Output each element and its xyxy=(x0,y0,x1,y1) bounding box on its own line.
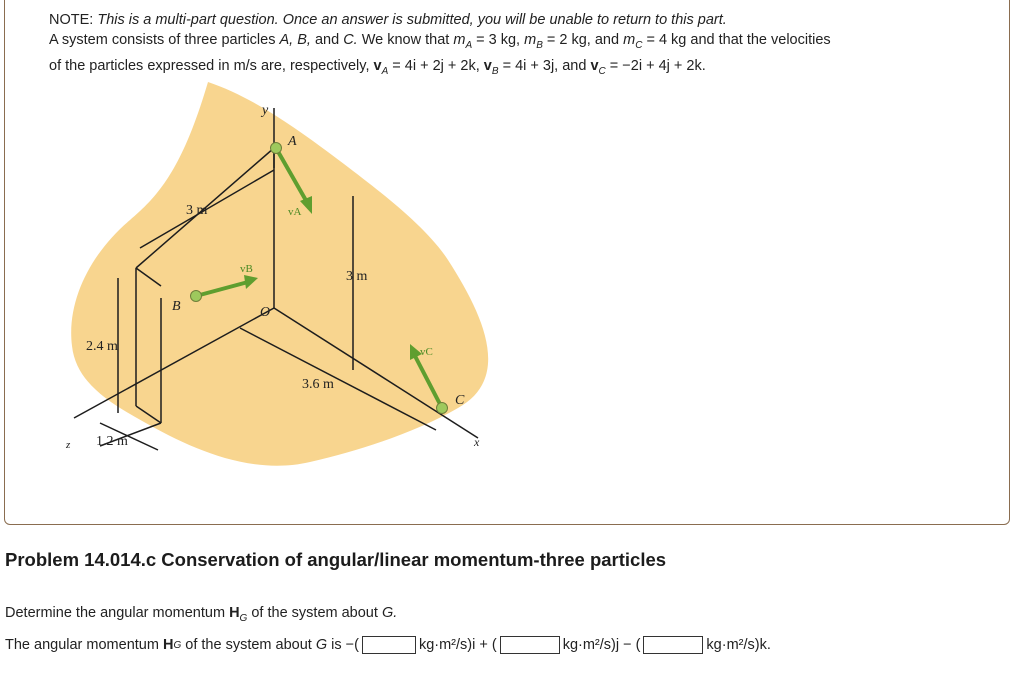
label-c: C xyxy=(455,393,465,408)
velocity-intro: of the particles expressed in m/s are, respectively, xyxy=(49,57,370,74)
mass-b-value: = 2 kg, and xyxy=(546,32,620,48)
q2-text-d: is −( xyxy=(331,637,359,653)
q1-text-b: of the system about xyxy=(251,605,378,621)
mass-a-value: = 3 kg, xyxy=(476,32,521,48)
mass-b-symbol: m xyxy=(524,32,537,48)
q2-h-symbol: H xyxy=(162,637,174,653)
figure-svg xyxy=(60,78,520,478)
unit-j-text: kg·m²/s)j − ( xyxy=(562,637,641,653)
answer-input-i[interactable] xyxy=(362,636,416,654)
particles-text: A, B, xyxy=(279,32,311,48)
particle-b xyxy=(191,291,202,302)
velocity-c-symbol: v xyxy=(590,57,599,74)
system-text: A system consists of three particles xyxy=(49,32,276,48)
particle-a xyxy=(271,143,282,154)
label-3m-right: 3 m xyxy=(346,269,368,284)
velocity-c-sub: C xyxy=(598,65,606,77)
velocity-b-symbol: v xyxy=(483,57,492,74)
problem-statement xyxy=(49,10,979,82)
label-y: y xyxy=(262,103,269,118)
and-text: and xyxy=(314,32,340,48)
note-prefix: NOTE: xyxy=(49,12,94,28)
velocity-a-symbol: v xyxy=(373,57,382,74)
particle-c xyxy=(437,403,448,414)
unit-i-text: kg·m²/s)i + ( xyxy=(418,637,497,653)
mass-c-sub: C xyxy=(635,39,643,51)
label-va: vA xyxy=(288,206,302,218)
label-b: B xyxy=(172,299,181,314)
q1-text-a: Determine the angular momentum xyxy=(5,605,226,621)
velocity-b-value: = 4i + 3j, and xyxy=(502,57,587,74)
particle-c-text: C. xyxy=(343,32,358,48)
note-text: This is a multi-part question. Once an answer is submitted, you will be unable to return to this part. xyxy=(97,12,727,28)
answer-input-k[interactable] xyxy=(643,636,703,654)
label-3-6m: 3.6 m xyxy=(302,377,334,392)
label-x: x xyxy=(474,435,480,449)
q1-g-sub: G xyxy=(239,612,248,624)
label-3m-top: 3 m xyxy=(186,203,208,218)
velocity-c-value: = −2i + 4j + 2k. xyxy=(609,57,706,74)
unit-k-text: kg·m²/s)k. xyxy=(706,637,771,653)
label-1-2m: 1.2 m xyxy=(96,434,128,449)
mass-a-sub: A xyxy=(465,39,473,51)
label-a: A xyxy=(288,134,297,149)
mass-c-value: = 4 kg and that the velocities xyxy=(646,32,831,48)
know-text: We know that xyxy=(361,32,450,48)
label-2-4m: 2.4 m xyxy=(86,339,118,354)
q2-g-sub: G xyxy=(173,639,182,651)
velocity-b-sub: B xyxy=(491,65,499,77)
q2-text-c: G xyxy=(315,637,328,653)
mass-c-symbol: m xyxy=(623,32,636,48)
label-z: z xyxy=(66,439,71,451)
velocity-a-value: = 4i + 2j + 2k, xyxy=(392,57,480,74)
mass-b-sub: B xyxy=(536,39,543,51)
velocity-a-sub: A xyxy=(381,65,389,77)
q2-text-a: The angular momentum xyxy=(5,637,159,653)
q1-h-symbol: H xyxy=(229,605,240,621)
masses-line xyxy=(49,30,979,56)
problem-title: Problem 14.014.c Conservation of angular/linear momentum-three particles xyxy=(5,549,667,570)
question-prompt xyxy=(5,605,397,624)
label-vc: vC xyxy=(420,346,433,358)
note-line xyxy=(49,10,979,30)
answer-row xyxy=(5,636,771,654)
answer-input-j[interactable] xyxy=(500,636,560,654)
mass-a-symbol: m xyxy=(453,32,466,48)
label-o: O xyxy=(260,305,271,320)
label-vb: vB xyxy=(240,263,253,275)
particle-system-figure xyxy=(60,78,520,478)
background-blob xyxy=(71,82,488,466)
q2-text-b: of the system about xyxy=(185,637,312,653)
q1-text-c: G. xyxy=(381,605,398,621)
